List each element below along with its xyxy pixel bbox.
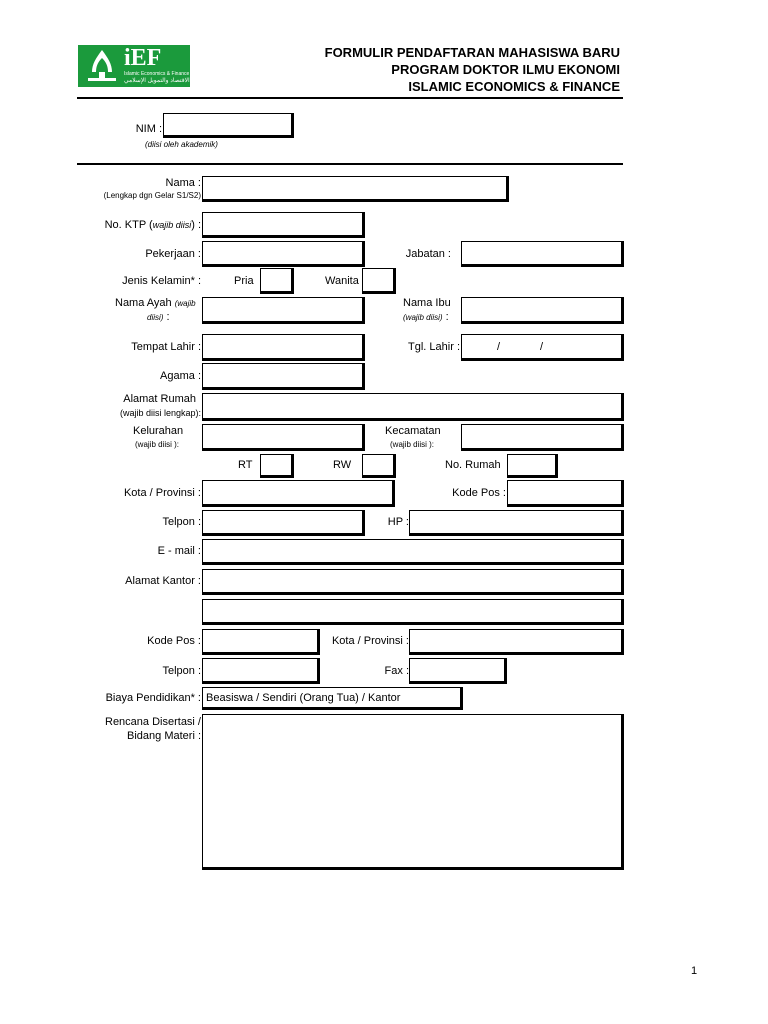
kota-provinsi-field[interactable] bbox=[202, 480, 395, 507]
hp-field[interactable] bbox=[409, 510, 624, 536]
telpon-label: Telpon : bbox=[162, 516, 201, 528]
alamat-rumah-note: (wajib diisi lengkap): bbox=[119, 408, 201, 418]
rencana-disertasi-field[interactable] bbox=[202, 714, 624, 870]
rencana-label-line1: Rencana Disertasi / bbox=[105, 716, 201, 728]
rencana-label-line2: Bidang Materi : bbox=[127, 730, 201, 742]
page-number: 1 bbox=[691, 965, 698, 977]
email-field[interactable] bbox=[202, 539, 624, 565]
kode-pos-field[interactable] bbox=[507, 480, 624, 507]
biaya-label: Biaya Pendidikan* : bbox=[105, 692, 201, 704]
telpon-field[interactable] bbox=[202, 510, 365, 536]
nama-label: Nama : bbox=[165, 177, 201, 189]
ktp-label: No. KTP (wajib diisi) : bbox=[104, 219, 201, 231]
pria-label: Pria bbox=[234, 275, 254, 287]
nim-label: NIM : bbox=[135, 123, 162, 135]
alamat-kantor-label: Alamat Kantor : bbox=[125, 575, 201, 587]
form-title-line1: FORMULIR PENDAFTARAN MAHASISWA BARU bbox=[324, 45, 620, 60]
kota-provinsi-kantor-label: Kota / Provinsi : bbox=[331, 635, 409, 647]
pria-checkbox[interactable] bbox=[260, 268, 294, 294]
jabatan-field[interactable] bbox=[461, 241, 624, 267]
form-title-line3: ISLAMIC ECONOMICS & FINANCE bbox=[408, 79, 620, 94]
rt-field[interactable] bbox=[260, 454, 294, 478]
alamat-kantor-field[interactable] bbox=[202, 569, 624, 595]
fax-label: Fax : bbox=[384, 665, 409, 677]
nim-field[interactable] bbox=[163, 113, 294, 138]
nama-ibu-note: (wajib diisi) : bbox=[403, 311, 449, 323]
tempat-lahir-field[interactable] bbox=[202, 334, 365, 361]
ief-logo bbox=[78, 45, 190, 87]
date-separator: / bbox=[497, 341, 501, 353]
telpon-kantor-label: Telpon : bbox=[162, 665, 201, 677]
logo-arabic: الاقتصاد والتمويل الإسلامي bbox=[124, 78, 190, 84]
form-title-line2: PROGRAM DOKTOR ILMU EKONOMI bbox=[391, 62, 620, 77]
date-separator: / bbox=[540, 341, 544, 353]
rw-label: RW bbox=[333, 459, 352, 471]
nama-ibu-label: Nama Ibu bbox=[403, 297, 451, 309]
rw-field[interactable] bbox=[362, 454, 396, 478]
biaya-field[interactable] bbox=[202, 687, 463, 710]
nama-ayah-label: Nama Ayah (wajib bbox=[115, 297, 196, 309]
nama-note: (Lengkap dgn Gelar S1/S2) bbox=[103, 191, 201, 200]
jabatan-label: Jabatan : bbox=[405, 248, 451, 260]
nama-field[interactable] bbox=[202, 176, 509, 202]
alamat-rumah-label: Alamat Rumah bbox=[123, 393, 196, 405]
nim-divider bbox=[77, 163, 623, 165]
fax-field[interactable] bbox=[409, 658, 507, 684]
kecamatan-note: (wajib diisi ): bbox=[390, 440, 435, 449]
mosque-emblem-icon bbox=[82, 46, 122, 86]
logo-subtitle: Islamic Economics & Finance bbox=[124, 71, 190, 77]
no-rumah-field[interactable] bbox=[507, 454, 558, 478]
email-label: E - mail : bbox=[157, 545, 201, 557]
agama-field[interactable] bbox=[202, 363, 365, 390]
no-rumah-label: No. Rumah bbox=[445, 459, 501, 471]
wanita-checkbox[interactable] bbox=[362, 268, 396, 294]
header-divider bbox=[77, 97, 623, 99]
alamat-rumah-field[interactable] bbox=[202, 393, 624, 421]
wanita-label: Wanita bbox=[325, 275, 359, 287]
biaya-value: Beasiswa / Sendiri (Orang Tua) / Kantor bbox=[206, 692, 401, 704]
nama-ibu-field[interactable] bbox=[461, 297, 624, 324]
kecamatan-label: Kecamatan bbox=[385, 425, 441, 437]
rt-label: RT bbox=[238, 459, 253, 471]
pekerjaan-field[interactable] bbox=[202, 241, 365, 267]
ktp-field[interactable] bbox=[202, 212, 365, 238]
tgl-lahir-field[interactable] bbox=[461, 334, 624, 361]
logo-wordmark: iEF bbox=[124, 45, 162, 71]
alamat-kantor-field-line2[interactable] bbox=[202, 599, 624, 625]
kelurahan-label: Kelurahan bbox=[133, 425, 184, 437]
pekerjaan-label: Pekerjaan : bbox=[145, 248, 201, 260]
tgl-lahir-label: Tgl. Lahir : bbox=[408, 341, 460, 353]
hp-label: HP : bbox=[387, 516, 409, 528]
kelurahan-note: (wajib diisi ): bbox=[135, 440, 180, 449]
telpon-kantor-field[interactable] bbox=[202, 658, 320, 684]
kota-provinsi-kantor-field[interactable] bbox=[409, 629, 624, 655]
kecamatan-field[interactable] bbox=[461, 424, 624, 451]
tempat-lahir-label: Tempat Lahir : bbox=[131, 341, 201, 353]
kelurahan-field[interactable] bbox=[202, 424, 365, 451]
nama-ayah-field[interactable] bbox=[202, 297, 365, 324]
agama-label: Agama : bbox=[160, 370, 201, 382]
nama-ayah-note: diisi) : bbox=[147, 311, 170, 323]
kode-pos-kantor-label: Kode Pos : bbox=[147, 635, 201, 647]
kode-pos-kantor-field[interactable] bbox=[202, 629, 320, 655]
kode-pos-label: Kode Pos : bbox=[452, 487, 506, 499]
jenis-kelamin-label: Jenis Kelamin* : bbox=[122, 275, 201, 287]
kota-provinsi-label: Kota / Provinsi : bbox=[123, 487, 201, 499]
nim-note: (diisi oleh akademik) bbox=[145, 140, 218, 149]
